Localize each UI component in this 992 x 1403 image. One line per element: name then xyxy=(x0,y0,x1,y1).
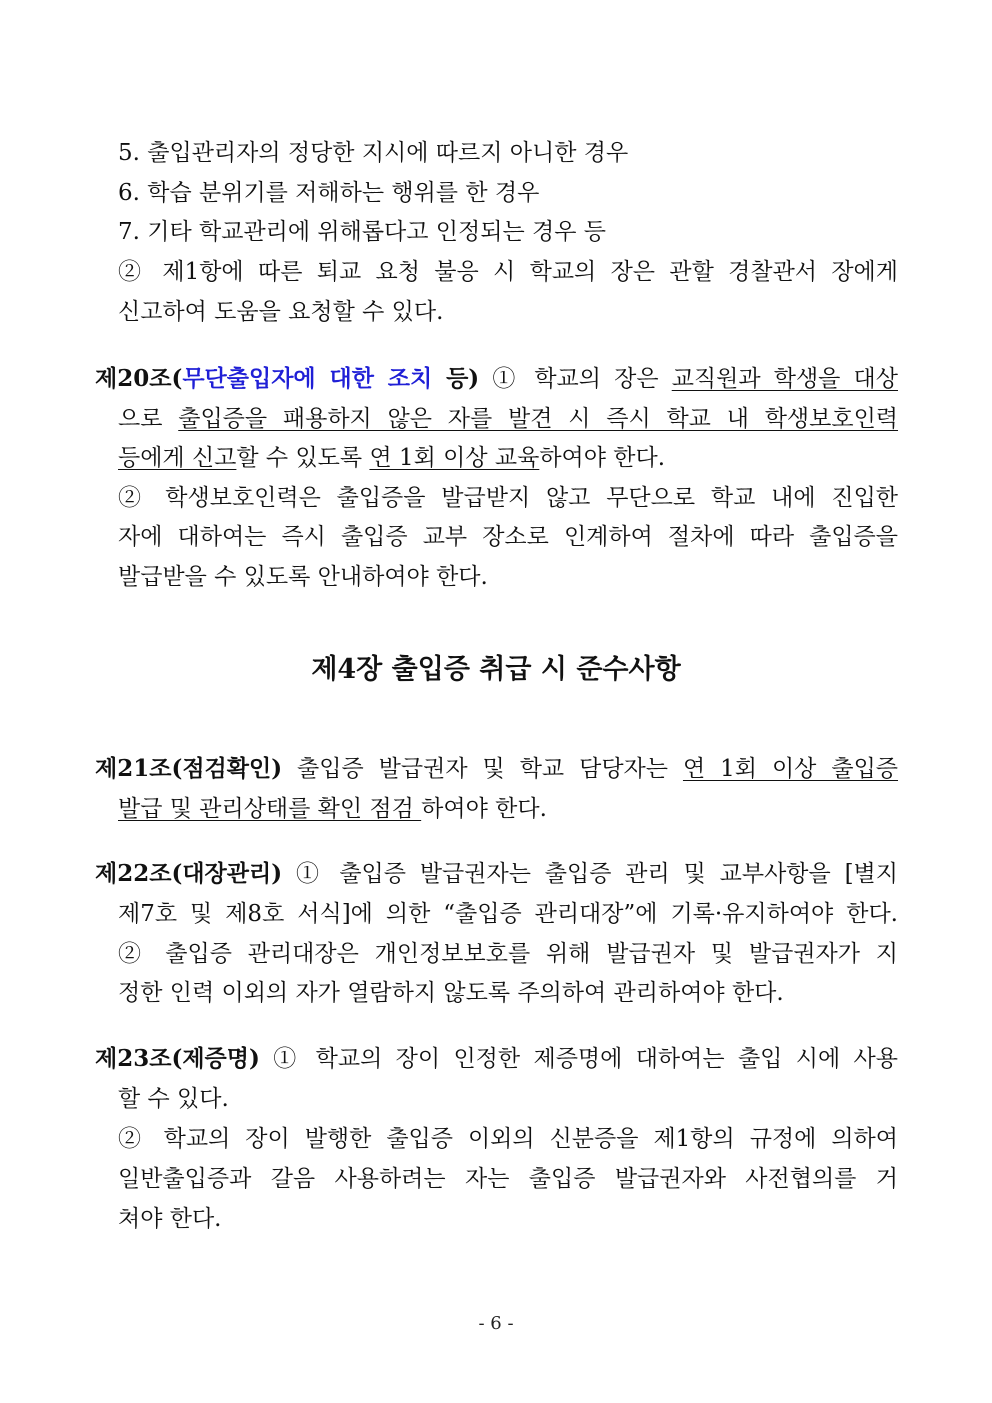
article20-text: 으로 xyxy=(118,406,179,432)
article20-underlined: 연 1회 이상 교육 xyxy=(369,445,540,471)
article20-underlined: 교직원과 학생을 대상 xyxy=(671,366,898,392)
article23-line2: 할 수 있다. xyxy=(118,1086,229,1112)
article22-line1 xyxy=(95,859,898,889)
article20-para2-line2: 자에 대하여는 즉시 출입증 교부 장소로 인계하여 절차에 따라 출입증을 xyxy=(118,524,898,550)
article19-para2-line1: ② 제1항에 따른 퇴교 요청 불응 시 학교의 장은 관할 경찰관서 장에게 xyxy=(118,259,898,285)
article20-line3 xyxy=(118,443,665,473)
article22-heading: 제22조(대장관리) xyxy=(95,860,283,887)
article20-line1 xyxy=(95,364,898,394)
article21-line1 xyxy=(95,754,898,784)
article21-line2 xyxy=(118,794,547,824)
article20-text: 하여야 한다. xyxy=(539,445,666,471)
article23-line4: 일반출입증과 갈음 사용하려는 자는 출입증 발급권자와 사전협의를 거 xyxy=(118,1166,898,1192)
page-number: - 6 - xyxy=(478,1313,514,1334)
article20-title-end: 등) xyxy=(432,365,480,392)
article23-line5: 쳐야 한다. xyxy=(118,1206,222,1232)
article22-line2: 제7호 및 제8호 서식]에 의한 “출입증 관리대장”에 기록·유지하여야 한다. xyxy=(118,901,898,927)
article20-line2 xyxy=(118,404,898,434)
list-item-6: 6. 학습 분위기를 저해하는 행위를 한 경우 xyxy=(118,180,540,206)
article20-para2-line1: ② 학생보호인력은 출입증을 발급받지 않고 무단으로 학교 내에 진입한 xyxy=(118,485,898,511)
chapter-title: 제4장 출입증 취급 시 준수사항 xyxy=(311,654,681,685)
article22-text: ① 출입증 발급권자는 출입증 관리 및 교부사항을 [별지 xyxy=(282,861,898,887)
article22-line3: ② 출입증 관리대장은 개인정보보호를 위해 발급권자 및 발급권자가 지 xyxy=(118,941,898,967)
article22-line4: 정한 인력 이외의 자가 열람하지 않도록 주의하여 관리하여야 한다. xyxy=(118,980,784,1006)
article20-number: 제20조( xyxy=(95,365,183,392)
list-item-5: 5. 출입관리자의 정당한 지시에 따르지 아니한 경우 xyxy=(118,140,629,166)
article19-para2-line2: 신고하여 도움을 요청할 수 있다. xyxy=(118,299,444,325)
article21-heading: 제21조(점검확인) xyxy=(95,755,283,782)
list-item-7: 7. 기타 학교관리에 위해롭다고 인정되는 경우 등 xyxy=(118,219,606,245)
article20-text: ① 학교의 장은 xyxy=(479,366,672,392)
article20-title: 무단출입자에 대한 조치 xyxy=(182,365,433,392)
article20-underlined: 등에게 신고 xyxy=(118,445,237,471)
article23-text: ① 학교의 장이 인정한 제증명에 대하여는 출입 시에 사용 xyxy=(259,1046,898,1072)
article21-text: 출입증 발급권자 및 학교 담당자는 xyxy=(282,756,683,782)
article20-underlined: 출입증을 패용하지 않은 자를 발견 시 즉시 학교 내 학생보호인력 xyxy=(178,406,899,432)
article23-line3: ② 학교의 장이 발행한 출입증 이외의 신분증을 제1항의 규정에 의하여 xyxy=(118,1126,898,1152)
article20-text: 할 수 있도록 xyxy=(236,445,370,471)
article21-text: 하여야 한다. xyxy=(421,796,547,822)
article21-underlined: 발급 및 관리상태를 확인 점검 xyxy=(118,796,422,822)
article23-line1 xyxy=(95,1044,898,1074)
article23-heading: 제23조(제증명) xyxy=(95,1045,260,1072)
article21-underlined: 연 1회 이상 출입증 xyxy=(682,756,899,782)
article20-para2-line3: 발급받을 수 있도록 안내하여야 한다. xyxy=(118,564,488,590)
